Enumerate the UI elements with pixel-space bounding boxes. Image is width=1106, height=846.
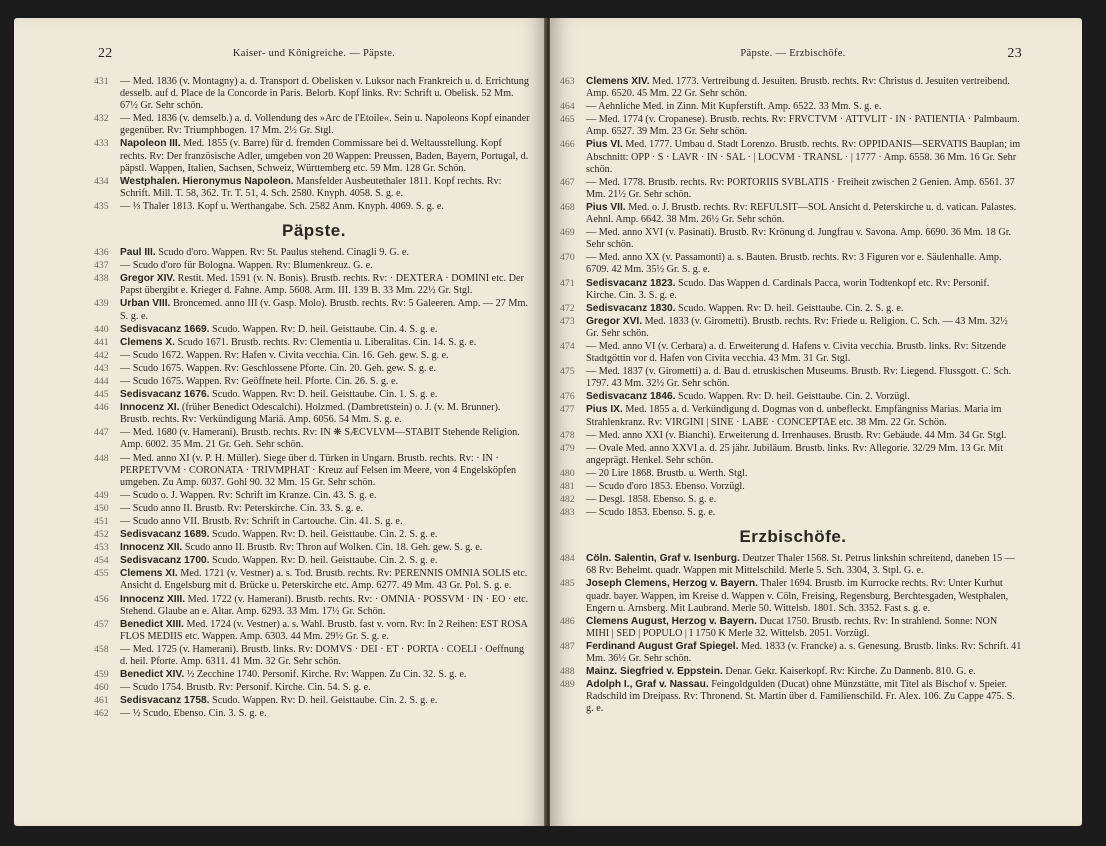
catalog-entry <box>94 336 530 349</box>
entry-number: 453 <box>94 542 109 554</box>
catalog-entry <box>560 429 1022 442</box>
entry-heading: Adolph I., Graf v. Nassau. <box>586 679 709 691</box>
entry-number: 454 <box>94 555 109 567</box>
entry-number: 479 <box>560 442 575 454</box>
catalog-entry <box>560 315 1022 340</box>
entry-text: — Med. anno XXI (v. Bianchi). Erweiterung d. Irrenhauses. Brustb. Rv: Gebäude. 44 Mm. 34 Gr. Stgl. <box>586 429 1007 441</box>
catalog-entry <box>560 252 1022 276</box>
left-page-header <box>98 48 530 59</box>
entry-text: — Scudo 1675. Wappen. Rv: Geschlossene Pforte. Cin. 20. Geh. gew. S. g. e. <box>120 362 437 374</box>
entry-number: 451 <box>94 516 109 527</box>
entry-text: Scudo anno II. Brustb. Rv: Thron auf Wolken. Cin. 18. Geh. gew. S. g. e. <box>182 542 483 554</box>
running-head: Päpste. — Erzbischöfe. <box>740 48 846 59</box>
entry-heading: Benedict XIII. <box>120 618 184 630</box>
entry-heading: Gregor XVI. <box>586 315 643 327</box>
entry-text: Med. 1833 (v. Francke) a. s. Genesung. Brustb. links. Rv: Schrift. 41 Mm. 36½ Gr. Sehr schön. <box>586 640 1022 665</box>
entry-heading: Innocenz XIII. <box>120 593 186 605</box>
entry-number: 438 <box>94 273 109 285</box>
catalog-entry <box>94 669 530 681</box>
entry-text: Med. 1855 (v. Barre) für d. fremden Commissare bei d. Weltausstellung. Kopf rechts. Rv: Der französische Adler, umgeben von 20 Wappen: Preussen, Baden, Bayern, Portugal, d. päpstl. Wappen, Italien, Sachsen, Schweiz, Württemberg etc. 59 Mm. 128 Gr. Schön. <box>120 138 529 174</box>
entry-text: Mansfelder Ausbeutethaler 1811. Kopf rechts. Rv: Schrift. Mill. T. 58, 362. Tr. T. 51, 4. Sch. 2580. Knyph. 4058. S. g. e. <box>120 175 502 199</box>
entry-number: 441 <box>94 336 109 348</box>
catalog-entry <box>94 502 530 515</box>
entry-number: 456 <box>94 593 109 605</box>
entry-number: 477 <box>560 404 575 416</box>
catalog-entry <box>94 402 530 426</box>
entry-text: Denar. Gekr. Kaiserkopf. Rv: Kirche. Zu Dannenb. 810. G. e. <box>722 666 976 678</box>
entry-text: — ½ Scudo. Ebenso. Cin. 3. S. g. e. <box>120 708 267 720</box>
entry-number: 432 <box>94 113 109 125</box>
catalog-entry <box>560 481 1022 493</box>
entry-heading: Joseph Clemens, Herzog v. Bayern. <box>586 578 758 590</box>
entry-heading: Napoleon III. <box>120 138 181 150</box>
catalog-entry <box>94 323 530 336</box>
catalog-entry <box>94 247 530 259</box>
entry-number: 457 <box>94 618 109 630</box>
section-title: Erzbischöfe. <box>739 527 847 547</box>
entry-text: — Med. 1725 (v. Hamerani). Brustb. links. Rv: DOMVS · DEI · ET · PORTA · COELI · Oeffnung d. heil. Pforte. Amp. 6311. 41 Mm. 32 Gr. Sehr schön. <box>120 643 525 668</box>
entry-heading: Mainz. Siegfried v. Eppstein. <box>586 666 723 678</box>
entry-heading: Pius VII. <box>586 201 626 213</box>
catalog-entry <box>94 175 530 200</box>
entry-heading: Clemens XIV. <box>586 76 650 87</box>
entry-number: 445 <box>94 389 109 401</box>
entry-number: 458 <box>94 643 109 655</box>
entry-number: 433 <box>94 138 109 150</box>
entry-number: 486 <box>560 615 575 627</box>
entry-text: Med. 1855 a. d. Verkündigung d. Dogmas von d. unbefleckt. Empfängniss Marias. Maria im Strahlenkranz. Rv: VIRGINI | SINE · LABE · CONCEPTAE etc. 38 Mm. 22 Gr. Schön. <box>586 404 1002 428</box>
catalog-entry <box>560 507 1022 519</box>
catalog-entry <box>94 708 530 720</box>
entry-number: 467 <box>560 176 575 188</box>
entry-text: Scudo. Wappen. Rv: D. heil. Geisttaube. Cin. 2. S. g. e. <box>209 695 438 707</box>
entry-text: — ⅓ Thaler 1813. Kopf u. Werthangabe. Sch. 2582 Anm. Knyph. 4069. S. g. e. <box>120 200 444 212</box>
entry-text: — 20 Lire 1868. Brustb. u. Werth. Stgl. <box>586 467 748 479</box>
entry-heading: Sedisvacanz 1758. <box>120 695 210 707</box>
catalog-entry <box>94 260 530 272</box>
entry-heading: Sedisvacanz 1700. <box>120 555 210 567</box>
entry-text: — Scudo d'oro für Bologna. Wappen. Rv: Blumenkreuz. G. e. <box>120 260 373 272</box>
entry-text: Med. 1777. Umbau d. Stadt Lorenzo. Brustb. rechts. Rv: OPPIDANIS—SERVATIS Bauplan; im Abschnitt: OPP · S · LAVR · IN · SAL · | LOCVM · TRANSL · | 1777 · Amp. 6558. 36 Mm. 16 Gr. Sehr schön. <box>586 139 1021 175</box>
entry-number: 464 <box>560 101 575 113</box>
entry-number: 465 <box>560 114 575 126</box>
entry-number: 489 <box>560 679 575 691</box>
entry-number: 483 <box>560 507 575 519</box>
entry-heading: Sedisvacanz 1676. <box>120 389 210 401</box>
catalog-entry <box>94 489 530 502</box>
entry-number: 471 <box>560 277 575 289</box>
entry-heading: Benedict XIV. <box>120 669 185 681</box>
entry-text: Med. 1721 (v. Vestner) a. s. Tod. Brustb. rechts. Rv: PERENNIS OMNIA SOLIS etc. Ansicht d. Engelsburg mit d. Brücke u. Peterskirche etc. Amp. 6277. 49 Mm. 43 Gr. Pol. S. g. e. <box>120 568 528 592</box>
entry-number: 434 <box>94 175 109 187</box>
catalog-entry <box>560 76 1022 100</box>
entry-number: 474 <box>560 340 575 352</box>
catalog-entry <box>94 76 530 112</box>
entry-number: 482 <box>560 494 575 506</box>
catalog-entry <box>94 298 530 322</box>
entry-number: 461 <box>94 695 109 707</box>
entry-text: — Scudo anno VII. Brustb. Rv: Schrift in Cartouche. Cin. 41. S. g. e. <box>120 516 403 527</box>
entry-heading: Clemens X. <box>120 336 175 348</box>
entry-heading: Innocenz XI. <box>120 402 180 414</box>
catalog-entry <box>94 593 530 618</box>
entry-number: 443 <box>94 362 109 374</box>
entry-text: Med. 1833 (v. Girometti). Brustb. rechts. Rv: Friede u. Religion. C. Sch. — 43 Mm. 32½ Gr. Sehr schön. <box>586 315 1008 339</box>
entry-heading: Ferdinand August Graf Spiegel. <box>586 640 739 652</box>
entry-heading: Urban VIII. <box>120 298 171 310</box>
entry-heading: Cöln. Salentin, Graf v. Isenburg. <box>586 553 740 565</box>
entry-text: Deutzer Thaler 1568. St. Petrus linkshin schreitend, daneben 15 — 68 Rv: Behelmt. quadr. Wappen mit Mittelschild. Merle 5. Sch. 3304, 3. Stpl. G. e. <box>586 553 1015 577</box>
entry-heading: Pius VI. <box>586 139 623 151</box>
catalog-entry <box>94 427 530 451</box>
entry-number: 475 <box>560 366 575 378</box>
catalog-entry <box>94 452 530 489</box>
entry-number: 480 <box>560 467 575 479</box>
entry-heading: Sedisvacanz 1823. <box>586 277 676 289</box>
entry-heading: Pius IX. <box>586 404 623 416</box>
catalog-entry <box>94 273 530 297</box>
catalog-entry <box>560 201 1022 226</box>
catalog-entry <box>560 176 1022 201</box>
catalog-entry <box>560 666 1022 678</box>
catalog-entry <box>94 516 530 528</box>
entry-number: 476 <box>560 391 575 403</box>
entry-heading: Clemens XI. <box>120 568 178 580</box>
entry-text: — Scudo 1754. Brustb. Rv: Personif. Kirche. Cin. 54. S. g. e. <box>120 682 371 694</box>
catalog-entry <box>560 227 1022 251</box>
entry-text: Scudo. Wappen. Rv: D. heil. Geisttaube. Cin. 2. Vorzügl. <box>675 391 910 403</box>
right-page <box>550 18 1082 826</box>
entry-text: Ducat 1750. Brustb. rechts. Rv: In strahlend. Sonne: NON MIHI | SED | POPULO | I 1750 K Merle 32. Wittelsb. 2051. Vorzügl. <box>586 615 998 639</box>
entry-number: 450 <box>94 502 109 514</box>
catalog-entry <box>94 529 530 541</box>
entry-text: Scudo 1671. Brustb. rechts. Rv: Clementia u. Liberalitas. Cin. 14. S. g. e. <box>174 336 477 348</box>
catalog-entry <box>560 578 1022 614</box>
entry-text: Scudo. Wappen. Rv: D. heil. Geisttaube. Cin. 1. S. g. e. <box>209 389 438 401</box>
entry-text: Restit. Med. 1591 (v. N. Bonis). Brustb. rechts. Rv: · DEXTERA · DOMINI etc. Der Papst übergibt e. Krieger d. Fahne. Amp. 5608. Arm. III. 139 B. 33 Mm. 22½ Gr. Stgl. <box>120 273 524 297</box>
entry-number: 439 <box>94 298 109 310</box>
entry-text: — Scudo 1672. Wappen. Rv: Hafen v. Civita vecchia. Cin. 16. Geh. gew. S. g. e. <box>120 349 449 361</box>
entry-number: 481 <box>560 481 575 492</box>
catalog-entry <box>560 340 1022 365</box>
entry-number: 436 <box>94 247 109 259</box>
catalog-entry <box>94 113 530 137</box>
entry-heading: Sedisvacanz 1669. <box>120 323 210 335</box>
entry-number: 452 <box>94 529 109 541</box>
catalog-entry <box>94 643 530 668</box>
entry-text: Med. 1724 (v. Vestner) a. s. Wahl. Brustb. fast v. vorn. Rv: In 2 Reihen: EST ROSA FLOS MEDIIS etc. Wappen. Amp. 6303. 44 Mm. 29½ Gr. S. g. e. <box>120 618 528 642</box>
right-page-content <box>560 76 1022 717</box>
catalog-entry <box>94 695 530 707</box>
catalog-entry <box>94 375 530 388</box>
entry-text: — Med. 1774 (v. Cropanese). Brustb. rechts. Rv: FRVCTVM · ATTVLIT · IN · PATIENTIA · Palmbaum. Amp. 6527. 39 Mm. 23 Gr. Sehr schön. <box>586 114 1020 138</box>
left-page <box>14 18 546 826</box>
entry-text: Scudo. Wappen. Rv: D. heil. Geisttaube. Cin. 2. S. g. e. <box>209 529 438 541</box>
entry-text: — Desgl. 1858. Ebenso. S. g. e. <box>586 494 717 506</box>
entry-number: 460 <box>94 682 109 694</box>
entry-text: — Med. anno XI (v. P. H. Müller). Siege über d. Türken in Ungarn. Brustb. rechts. Rv: · IN · PERPETVVM · CORONATA · TRIVMPHAT · Kreuz auf Felsen im Meere, von 4 Engelsköpfen umgeben. Zu Amp. 6037. Gohl 90. 32 Mm. 15 Gr. Sehr schön. <box>120 452 517 488</box>
catalog-entry <box>560 277 1022 302</box>
entry-text: — Med. 1680 (v. Hamerani). Brustb. rechts. Rv: IN ❋ SÆCVLVM—STABIT Stehende Religion. Amp. 6002. 35 Mm. 21 Gr. Geh. Sehr schön. <box>120 427 520 451</box>
catalog-entry <box>560 467 1022 480</box>
entry-number: 485 <box>560 578 575 590</box>
entry-text: — Med. anno VI (v. Cerbara) a. d. Erweiterung d. Hafens v. Civita vecchia. Brustb. links. Rv: Sitzende Stadtgöttin vor d. Hafen von Civita vecchia. 43 Mm. 31 Gr. Stgl. <box>586 340 1007 365</box>
entry-text: Scudo. Das Wappen d. Cardinals Pacca, worin Todtenkopf etc. Rv: Personif. Kirche. Cin. 3. S. g. e. <box>586 277 990 301</box>
left-page-content <box>94 76 530 722</box>
running-head: Kaiser- und Königreiche. — Päpste. <box>232 48 396 59</box>
entry-text: Med. o. J. Brustb. rechts. Rv: REFULSIT—SOL Ansicht d. Peterskirche u. d. vatican. Palastes. Aehnl. Amp. 6642. 38 Mm. 26½ Gr. Sehr schön. <box>586 201 1017 226</box>
entry-number: 440 <box>94 323 109 335</box>
entry-text: Feingoldgulden (Ducat) ohne Münzstätte, mit Titel als Bischof v. Speier. Radschild im Dreipass. Rv: Thronend. St. Martin über d. Familienschild. Fr. Alex. 106. Zu Cappe 475. S. g. e. <box>586 679 1015 715</box>
entry-text: — Med. 1836 (v. demselb.) a. d. Vollendung des »Arc de l'Etoile«. Sein u. Napoleons Kopf einander gegenüber. Rv: Triumphbogen. 17 Mm. 2½ Gr. Stgl. <box>120 113 530 137</box>
entry-heading: Westphalen. Hieronymus Napoleon. <box>120 175 294 187</box>
entry-number: 478 <box>560 429 575 441</box>
entry-number: 484 <box>560 553 575 565</box>
entry-text: Scudo. Wappen. Rv: D. heil. Geisttaube. Cin. 2. S. g. e. <box>209 555 438 567</box>
entry-number: 468 <box>560 201 575 213</box>
entry-heading: Paul III. <box>120 247 156 259</box>
entry-number: 459 <box>94 669 109 681</box>
catalog-entry <box>94 568 530 592</box>
entry-number: 463 <box>560 76 575 87</box>
section-title: Päpste. <box>282 221 346 241</box>
catalog-entry <box>560 114 1022 138</box>
entry-number: 447 <box>94 427 109 439</box>
catalog-entry <box>560 442 1022 467</box>
entry-number: 437 <box>94 260 109 272</box>
entry-text: Scudo d'oro. Wappen. Rv: St. Paulus stehend. Cinagli 9. G. e. <box>155 247 409 259</box>
page-number: 23 <box>1007 46 1022 61</box>
entry-text: — Med. anno XX (v. Passamonti) a. s. Bauten. Brustb. rechts. Rv: 3 Figuren vor e. Säulenhalle. Amp. 6709. 42 Mm. 35½ Gr. S. g. e. <box>586 252 1002 276</box>
entry-text: — Scudo 1675. Wappen. Rv: Geöffnete heil. Pforte. Cin. 26. S. g. e. <box>120 375 399 387</box>
catalog-entry <box>94 618 530 643</box>
entry-number: 455 <box>94 568 109 580</box>
catalog-entry <box>94 389 530 401</box>
entry-text: Med. 1773. Vertreibung d. Jesuiten. Brustb. rechts. Rv: Christus d. Jesuiten vertreibend. Amp. 6520. 45 Mm. 22 Gr. Sehr schön. <box>586 76 1010 100</box>
entry-number: 444 <box>94 375 109 387</box>
entry-number: 466 <box>560 139 575 151</box>
catalog-entry <box>94 682 530 694</box>
catalog-entry <box>560 391 1022 403</box>
entry-heading: Sedisvacanz 1846. <box>586 391 676 403</box>
entry-heading: Gregor XIV. <box>120 273 176 285</box>
entry-number: 470 <box>560 252 575 264</box>
entry-number: 472 <box>560 302 575 314</box>
entry-number: 448 <box>94 452 109 464</box>
entry-text: Scudo. Wappen. Rv: D. heil. Geisttaube. Cin. 2. S. g. e. <box>675 302 904 314</box>
catalog-entry <box>560 640 1022 665</box>
catalog-entry <box>94 542 530 554</box>
entry-text: (früher Benedict Odescalchi). Holzmed. (Dambrettstein) o. J. (v. M. Brunner). Brustb. rechts. Rv: Verkündigung Mariä. Amp. 6056. 54 Mm. S. g. e. <box>120 402 501 426</box>
entry-text: — Med. 1836 (v. Montagny) a. d. Transport d. Obelisken v. Luksor nach Frankreich u. d. Errichtung desselb. auf d. Place de la Concorde in Paris. Belorb. Kopf links. Rv: Schrift u. Obelisk. 52 Mm. 67½ Gr. Sehr schön. <box>120 76 529 112</box>
entry-text: — Scudo d'oro 1853. Ebenso. Vorzügl. <box>586 481 745 492</box>
catalog-entry <box>560 404 1022 428</box>
entry-heading: Clemens August, Herzog v. Bayern. <box>586 615 757 627</box>
catalog-entry <box>560 101 1022 113</box>
right-page-header <box>564 48 1022 59</box>
entry-text: — Scudo anno II. Brustb. Rv: Peterskirche. Cin. 33. S. g. e. <box>120 502 364 514</box>
catalog-entry <box>560 679 1022 715</box>
entry-number: 449 <box>94 489 109 501</box>
page-number: 22 <box>98 46 113 61</box>
entry-heading: Innocenz XII. <box>120 542 183 554</box>
entry-text: Med. 1722 (v. Hamerani). Brustb. rechts. Rv: · OMNIA · POSSVM · IN · EO · etc. Stehend. Glaube an e. Altar. Amp. 6293. 33 Mm. 17½ Gr. Schön. <box>120 593 529 617</box>
entry-text: — Aehnliche Med. in Zinn. Mit Kupferstift. Amp. 6522. 33 Mm. S. g. e. <box>586 101 882 113</box>
entry-heading: Sedisvacanz 1689. <box>120 529 210 541</box>
catalog-entry <box>94 555 530 567</box>
catalog-entry <box>94 138 530 174</box>
entry-text: — Scudo 1853. Ebenso. S. g. e. <box>586 507 716 519</box>
entry-number: 435 <box>94 200 109 212</box>
entry-text: — Med. 1837 (v. Girometti) a. d. Bau d. etruskischen Museums. Brustb. Rv: Liegend. Flussgott. C. Sch. 1797. 43 Mm. 32½ Gr. Sehr schön. <box>586 366 1012 390</box>
catalog-entry <box>560 366 1022 390</box>
catalog-entry <box>560 494 1022 506</box>
entry-number: 446 <box>94 402 109 414</box>
catalog-entry <box>560 615 1022 640</box>
entry-number: 487 <box>560 640 575 652</box>
entry-number: 488 <box>560 666 575 678</box>
entry-text: Scudo. Wappen. Rv: D. heil. Geisttaube. Cin. 4. S. g. e. <box>209 323 438 335</box>
catalog-entry <box>560 553 1022 577</box>
catalog-entry <box>94 200 530 213</box>
entry-number: 442 <box>94 349 109 361</box>
catalog-entry <box>94 349 530 362</box>
entry-number: 469 <box>560 227 575 239</box>
entry-text: Thaler 1694. Brustb. im Kurrocke rechts. Rv: Unter Kurhut quadr. bayer. Wappen, im Kreise d. Wappen v. Cöln, Freising, Regensburg, Berchtesgaden, Westphalen, Engern u. Arnsberg. Mit Laubrand. Merle 50. Wittelsb. 1801. Sch. 3352. Fast s. g. e. <box>586 578 1009 614</box>
entry-text: — Med. 1778. Brustb. rechts. Rv: PORTORIIS SVBLATIS · Freiheit zwischen 2 Genien. Amp. 6561. 37 Mm. 21½ Gr. Sehr schön. <box>586 176 1015 200</box>
entry-text: — Med. anno XVI (v. Pasinati). Brustb. Rv: Krönung d. Jungfrau v. Savona. Amp. 6690. 36 Mm. 18 Gr. Sehr schön. <box>586 227 1012 251</box>
entry-text: — Scudo o. J. Wappen. Rv: Schrift im Kranze. Cin. 43. S. g. e. <box>120 489 377 501</box>
entry-heading: Sedisvacanz 1830. <box>586 302 676 314</box>
entry-text: ½ Zecchine 1740. Personif. Kirche. Rv: Wappen. Zu Cin. 32. S. g. e. <box>184 669 467 681</box>
entry-number: 473 <box>560 315 575 327</box>
entry-number: 431 <box>94 76 109 87</box>
catalog-entry <box>560 139 1022 175</box>
entry-number: 462 <box>94 708 109 720</box>
catalog-entry <box>94 362 530 375</box>
entry-text: — Ovale Med. anno XXVI a. d. 25 jähr. Jubiläum. Brustb. links. Rv: Allegorie. 32/29 Mm. 13 Gr. Mit angeprägt. Henkel. Sehr schön. <box>586 442 1004 466</box>
entry-text: Broncemed. anno III (v. Gasp. Molo). Brustb. rechts. Rv: 5 Galeeren. Amp. — 27 Mm. S. g. e. <box>120 298 528 322</box>
catalog-entry <box>560 302 1022 315</box>
